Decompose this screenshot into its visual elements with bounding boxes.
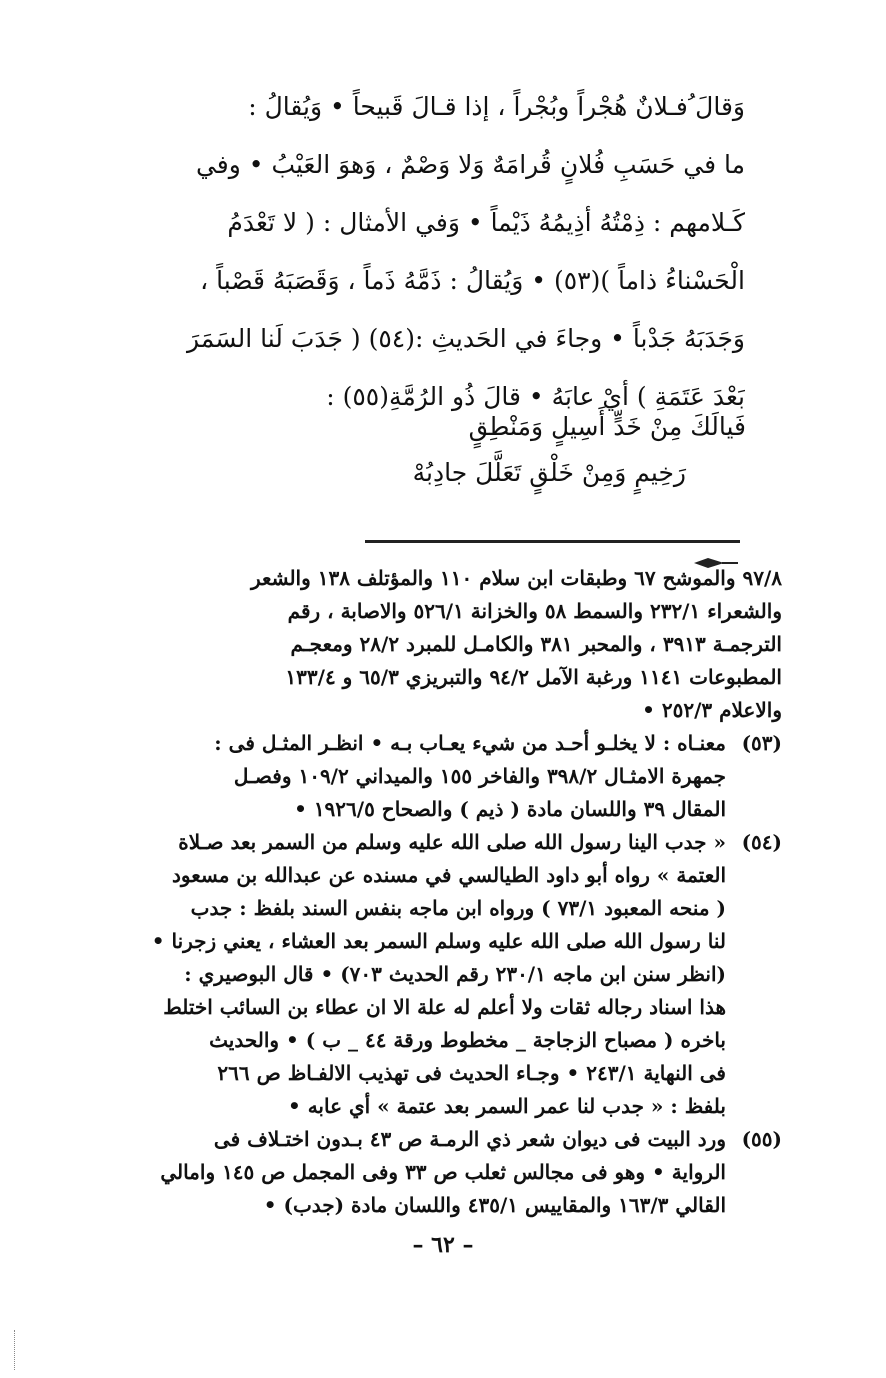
page-number: – ٦٢ –: [412, 1232, 474, 1258]
footnote-53: [92, 727, 782, 826]
footnote-0-line-4: المطبوعات ١١٤١ ورغبة الآمل ٩٤/٢ والتبريزي ٦٥/٣ و ١٣٣/٤: [285, 665, 782, 689]
footnote-0: [92, 562, 782, 727]
verse-line-1: فَيالَكَ مِنْ خَدٍّ أَسِيلٍ وَمَنْطِقٍ: [468, 412, 746, 441]
footnote-54: [92, 826, 782, 1123]
footnote-54-line-7: باخره ( مصباح الزجاجة _ مخطوط ورقة ٤٤ _ ب ) • والحديث: [209, 1028, 726, 1052]
footnote-55-line-3: القالي ١٦٣/٣ والمقاييس ٤٣٥/١ واللسان مادة (جدب) •: [263, 1193, 726, 1217]
footnote-55: [92, 1123, 782, 1222]
main-text-line-5: وَجَدَبَهُ جَدْباً • وجاءَ في الحَديثِ :(٥٤) ( جَدَبَ لَنا السَمَرَ: [187, 324, 745, 353]
footnote-53-line-3: المقال ٣٩ واللسان مادة ( ذيم ) والصحاح ١٩٢٦/٥ •: [294, 797, 726, 821]
main-text-line-3: كَـلامهم : ذِمْتُهُ أذِيمُهُ ذَيْماً • وَفي الأمثال : ( لا تَعْدَمُ: [227, 208, 745, 237]
footnote-54-line-6: هذا اسناد رجاله ثقات ولا أعلم له علة الا ان عطاء بن السائب اختلط: [163, 995, 726, 1019]
footnote-55-line-1: ورد البيت فى ديوان شعر ذي الرمـة ص ٤٣ بـدون اختـلاف فى: [213, 1127, 726, 1151]
footnote-54-number: (٥٤): [741, 830, 782, 854]
footnote-54-line-5: (انظر سنن ابن ماجه ٢٣٠/١ رقم الحديث ٧٠٣) • قال البوصيري :: [184, 962, 726, 986]
main-text-line-2: ما في حَسَبِ فُلانٍ قُرامَهٌ وَلا وَصْمٌ ، وَهوَ العَيْبُ • وفي: [195, 150, 745, 179]
footnote-54-line-9: بلفظ : « جدب لنا عمر السمر بعد عتمة » أي عابه •: [287, 1094, 726, 1118]
footnote-53-line-1: معنـاه : لا يخلـو أحـد من شيء يعـاب بـه • انظـر المثـل فى :: [214, 731, 726, 755]
footnote-divider: [365, 540, 740, 543]
footnote-54-line-1: « جدب الينا رسول الله صلى الله عليه وسلم من السمر بعد صـلاة: [178, 830, 726, 854]
scan-edge-mark: [14, 1330, 17, 1370]
footnote-0-line-5: والاعلام ٢٥٢/٣ •: [642, 698, 782, 722]
footnote-54-line-3: ( منحه المعبود ٧٣/١ ) ورواه ابن ماجه بنفس السند بلفظ : جدب: [190, 896, 726, 920]
footnote-53-number: (٥٣): [741, 731, 782, 755]
footnote-53-line-2: جمهرة الامثـال ٣٩٨/٢ والفاخر ١٥٥ والميداني ١٠٩/٢ وفصـل: [233, 764, 726, 788]
footnotes-block: [92, 562, 782, 1222]
main-text-line-4: الْحَسْناءُ ذاماً )(٥٣) • وَيُقالُ : ذَمَّهُ ذَماً ، وَقَصَبَهُ قَصْباً ،: [200, 266, 745, 295]
footnote-54-line-8: فى النهاية ٢٤٣/١ • وجـاء الحديث فى تهذيب الالفـاظ ص ٢٦٦: [217, 1061, 726, 1085]
footnote-0-line-1: [92, 562, 782, 595]
footnote-54-line-2: العتمة » رواه أبو داود الطيالسي في مسنده عن عبدالله بن مسعود: [172, 863, 726, 887]
verse-line-2: رَخِيمٍ وَمِنْ خَلْقٍ تَعَلَّلَ جادِبُهْ: [412, 458, 686, 487]
main-text-line-1: وَقالَ ُفـلانٌ هُجْراً وبُجْراً ، إذا قـالَ قَبيحاً • وَيُقالُ :: [248, 92, 745, 121]
main-text-block: [95, 78, 745, 426]
footnote-0-line-2: والشعراء ٢٣٢/١ والسمط ٥٨ والخزانة ٥٢٦/١ والاصابة ، رقم: [287, 599, 782, 623]
footnote-0-number: ٩٧/٨: [742, 566, 782, 590]
footnote-0-line-1-text: والموشح ٦٧ وطبقات ابن سلام ١١٠ والمؤتلف ١٣٨ والشعر: [250, 566, 736, 590]
main-text-line-6: بَعْدَ عَتَمَةِ ) أيْ عابَهُ • قالَ ذُو الرُمَّةِ(٥٥) :: [326, 382, 745, 411]
footnote-55-line-2: الرواية • وهو فى مجالس ثعلب ص ٣٣ وفى المجمل ص ١٤٥ وامالي: [160, 1160, 726, 1184]
footnote-55-number: (٥٥): [741, 1127, 782, 1151]
footnote-0-line-3: الترجمـة ٣٩١٣ ، والمحبر ٣٨١ والكامـل للمبرد ٢٨/٢ ومعجـم: [290, 632, 782, 656]
footnote-54-line-4: لنا رسول الله صلى الله عليه وسلم السمر بعد العشاء ، يعني زجرنا •: [151, 929, 726, 953]
